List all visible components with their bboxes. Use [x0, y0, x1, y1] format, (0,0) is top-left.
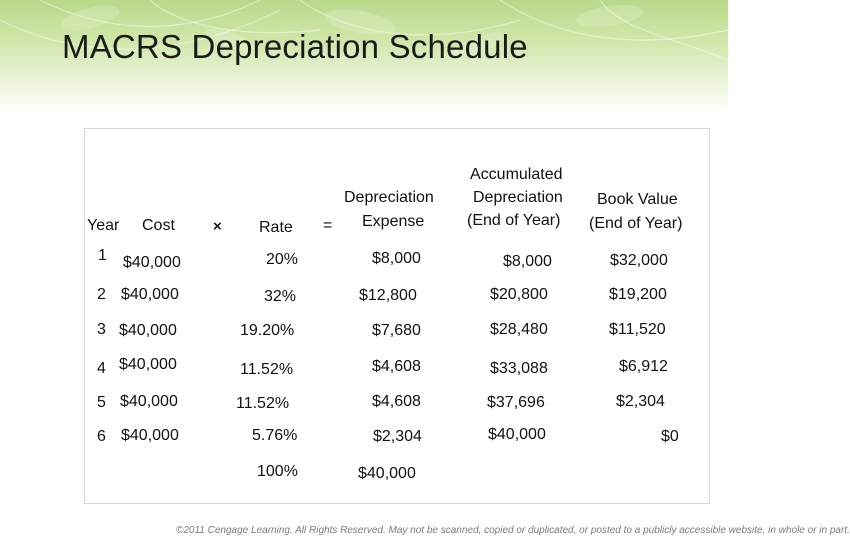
total-rate: 100%: [257, 463, 298, 480]
header-bookvalue-line1: Book Value: [597, 191, 678, 208]
row1-year: 1: [98, 247, 107, 264]
row4-year: 4: [97, 360, 106, 377]
header-year: Year: [87, 217, 120, 234]
row4-cost: $40,000: [119, 356, 177, 373]
row1-rate: 20%: [266, 251, 299, 268]
equals-icon: =: [323, 217, 333, 234]
row1-book-value: $32,000: [610, 252, 668, 269]
copyright-footer: ©2011 Cengage Learning. All Rights Reserved. May not be scanned, copied or duplicated, or posted to a publicly accessible website, in whole or in part.: [176, 525, 850, 536]
row5-year: 5: [97, 394, 106, 411]
header-cost: Cost: [142, 217, 175, 234]
schedule-panel: [84, 128, 710, 504]
row3-rate: 19.20%: [240, 322, 295, 339]
row6-accumulated: $40,000: [488, 426, 546, 443]
row3-cost: $40,000: [119, 322, 177, 339]
row5-accumulated: $37,696: [487, 394, 545, 411]
page-title: MACRS Depreciation Schedule: [62, 28, 528, 65]
row6-cost: $40,000: [121, 427, 179, 444]
row2-rate: 32%: [264, 288, 297, 305]
row5-rate: 11.52%: [236, 395, 290, 412]
row6-year: 6: [97, 428, 106, 445]
header-accumulated-line1: Depreciation: [473, 189, 563, 206]
header-depreciation-line2: Expense: [362, 213, 425, 230]
row2-year: 2: [97, 286, 106, 303]
row4-rate: 11.52%: [240, 361, 294, 378]
header-accumulated-line0: Accumulated: [470, 166, 563, 183]
row5-expense: $4,608: [372, 393, 421, 410]
row2-expense: $12,800: [359, 287, 417, 304]
header-bookvalue-line2: (End of Year): [589, 215, 683, 232]
row6-book-value: $0: [661, 428, 679, 445]
row4-accumulated: $33,088: [490, 360, 548, 377]
row2-book-value: $19,200: [609, 286, 667, 303]
header-rate: Rate: [259, 219, 293, 236]
total-expense: $40,000: [358, 465, 416, 482]
row5-book-value: $2,304: [616, 393, 665, 410]
row6-expense: $2,304: [373, 428, 422, 445]
row1-accumulated: $8,000: [503, 253, 552, 270]
row3-expense: $7,680: [372, 322, 421, 339]
row6-rate: 5.76%: [252, 427, 298, 444]
multiply-icon: ×: [213, 218, 222, 235]
row3-year: 3: [97, 321, 106, 338]
header-accumulated-line2: (End of Year): [467, 212, 561, 229]
row2-accumulated: $20,800: [490, 286, 548, 303]
row5-cost: $40,000: [120, 393, 178, 410]
row3-accumulated: $28,480: [490, 321, 548, 338]
row2-cost: $40,000: [121, 286, 179, 303]
row3-book-value: $11,520: [609, 321, 666, 338]
row4-expense: $4,608: [372, 358, 421, 375]
row1-cost: $40,000: [123, 254, 181, 271]
header-depreciation-line1: Depreciation: [344, 189, 434, 206]
header-band: [0, 0, 728, 112]
row4-book-value: $6,912: [619, 358, 668, 375]
row1-expense: $8,000: [372, 250, 421, 267]
